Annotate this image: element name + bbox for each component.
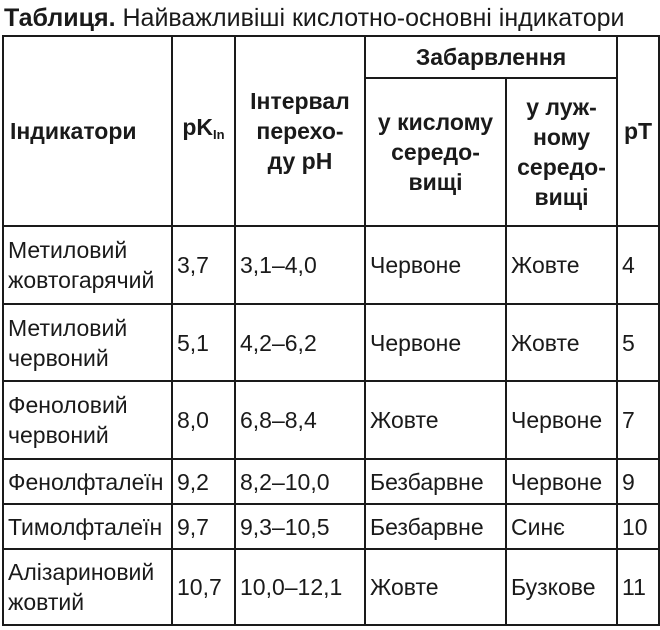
indicators-table bbox=[2, 35, 660, 626]
cell-interval: 4,2–6,2 bbox=[235, 304, 365, 381]
indicator-name-line: жовтий bbox=[8, 589, 85, 615]
header-interval-line: перехо- bbox=[256, 118, 344, 144]
cell-indicator-name bbox=[3, 459, 172, 504]
header-acid-line: у кислому bbox=[377, 109, 494, 135]
cell-pt: 7 bbox=[617, 381, 659, 459]
cell-pt: 5 bbox=[617, 304, 659, 381]
cell-alkaline-color: Бузкове bbox=[506, 549, 617, 625]
indicator-name-line: Алізариновий bbox=[8, 559, 155, 585]
cell-pt: 9 bbox=[617, 459, 659, 504]
cell-indicator-name bbox=[3, 381, 172, 459]
table-row bbox=[3, 304, 659, 381]
indicator-name-line: Метиловий bbox=[8, 237, 128, 263]
table-row bbox=[3, 459, 659, 504]
table-row bbox=[3, 504, 659, 549]
header-interval-line: ду pH bbox=[267, 148, 333, 174]
cell-interval: 8,2–10,0 bbox=[235, 459, 365, 504]
header-alkaline-line: ному bbox=[532, 124, 591, 150]
cell-pt: 10 bbox=[617, 504, 659, 549]
indicator-name-line: червоний bbox=[8, 344, 109, 371]
header-alkaline-medium bbox=[506, 78, 617, 226]
table-row bbox=[3, 226, 659, 304]
cell-interval: 6,8–8,4 bbox=[235, 381, 365, 459]
cell-alkaline-color: Червоне bbox=[506, 381, 617, 459]
cell-alkaline-color: Жовте bbox=[506, 304, 617, 381]
cell-pk: 9,2 bbox=[172, 459, 235, 504]
header-coloring: Забарвлення bbox=[365, 36, 617, 78]
indicator-name-line: жовтогарячий bbox=[8, 267, 155, 293]
cell-pk: 9,7 bbox=[172, 504, 235, 549]
cell-pk: 5,1 bbox=[172, 304, 235, 381]
cell-alkaline-color: Синє bbox=[506, 504, 617, 549]
indicator-name-line: Метиловий bbox=[8, 314, 128, 341]
table-row bbox=[3, 381, 659, 459]
cell-interval: 10,0–12,1 bbox=[235, 549, 365, 625]
header-acid-line: вищі bbox=[408, 169, 463, 195]
header-interval bbox=[235, 36, 365, 226]
cell-pk: 3,7 bbox=[172, 226, 235, 304]
header-indicators: Індикатори bbox=[3, 36, 172, 226]
indicator-name-line: Фенолфталеїн bbox=[8, 468, 164, 495]
header-alkaline-line: середо- bbox=[517, 154, 606, 180]
indicator-name-line: Тимолфталеїн bbox=[8, 513, 163, 540]
cell-indicator-name bbox=[3, 226, 172, 304]
header-acid-line: середо- bbox=[391, 139, 480, 165]
cell-pk: 8,0 bbox=[172, 381, 235, 459]
cell-indicator-name bbox=[3, 549, 172, 625]
cell-interval: 9,3–10,5 bbox=[235, 504, 365, 549]
caption-label: Таблиця. bbox=[4, 4, 116, 32]
cell-alkaline-color: Червоне bbox=[506, 459, 617, 504]
cell-interval: 3,1–4,0 bbox=[235, 226, 365, 304]
table-caption bbox=[4, 2, 625, 36]
cell-acid-color: Безбарвне bbox=[365, 504, 506, 549]
header-interval-line: Інтервал bbox=[250, 88, 350, 114]
header-alkaline-line: у луж- bbox=[526, 94, 597, 120]
cell-alkaline-color: Жовте bbox=[506, 226, 617, 304]
indicator-name-line: червоний bbox=[8, 422, 109, 448]
cell-acid-color: Жовте bbox=[365, 381, 506, 459]
header-pt: pT bbox=[617, 36, 659, 226]
header-acid-medium bbox=[365, 78, 506, 226]
cell-indicator-name bbox=[3, 504, 172, 549]
cell-acid-color: Червоне bbox=[365, 226, 506, 304]
cell-acid-color: Жовте bbox=[365, 549, 506, 625]
table-row bbox=[3, 549, 659, 625]
indicator-name-line: Феноловий bbox=[8, 392, 128, 418]
header-pk-main: pK bbox=[182, 114, 214, 140]
cell-acid-color: Безбарвне bbox=[365, 459, 506, 504]
cell-acid-color: Червоне bbox=[365, 304, 506, 381]
cell-indicator-name bbox=[3, 304, 172, 381]
caption-text: Найважливіші кислотно-основні індикатори bbox=[122, 4, 625, 32]
header-alkaline-line: вищі bbox=[534, 184, 589, 210]
cell-pt: 4 bbox=[617, 226, 659, 304]
header-pk bbox=[172, 36, 235, 226]
cell-pt: 11 bbox=[617, 549, 659, 625]
cell-pk: 10,7 bbox=[172, 549, 235, 625]
header-row-top bbox=[3, 36, 659, 78]
header-pk-subscript: In bbox=[213, 127, 225, 142]
